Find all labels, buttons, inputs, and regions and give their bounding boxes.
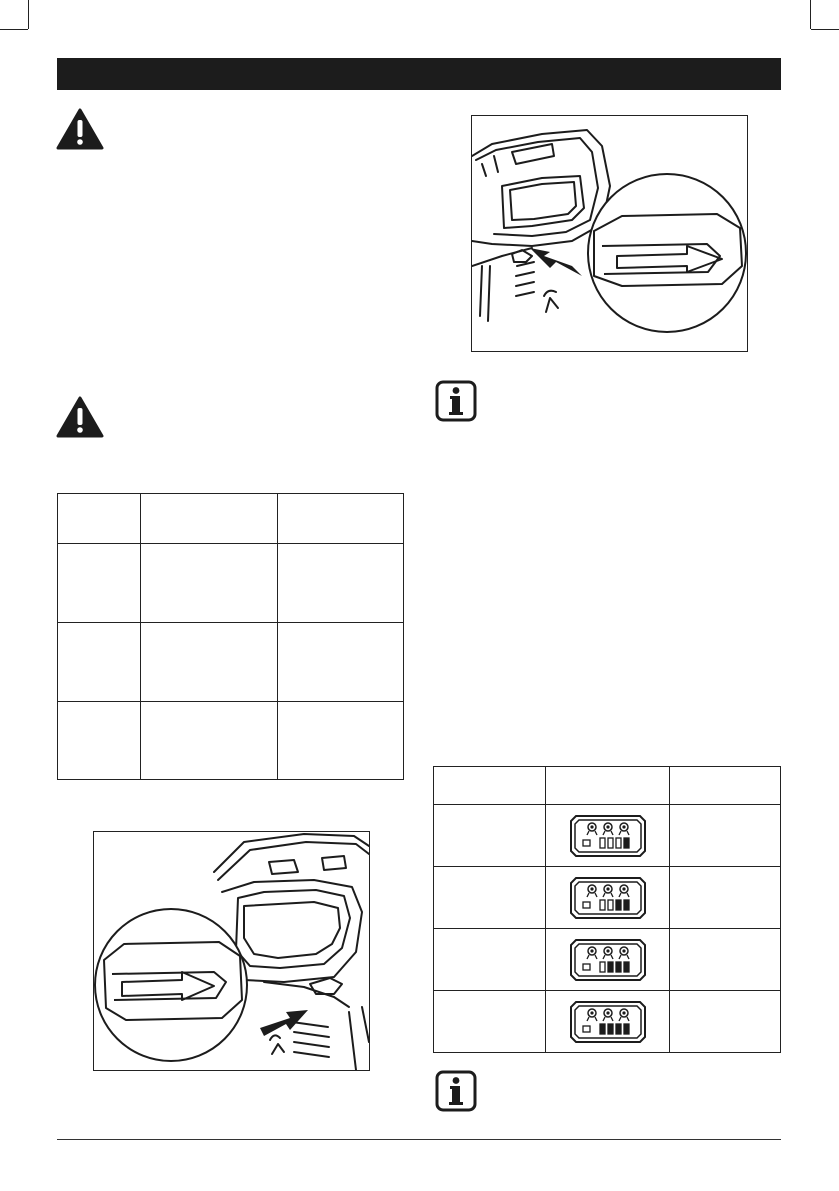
crop-mark-top-right-h [811, 29, 839, 30]
warning-triangle-icon [56, 108, 104, 150]
table-cell [141, 544, 278, 623]
table-cell [141, 702, 278, 780]
crop-mark-top-left-v [28, 0, 29, 29]
table-row [58, 544, 404, 623]
table-cell [58, 623, 141, 702]
charge-bar-unlit [600, 838, 605, 848]
drill-switch-figure-top [471, 115, 748, 352]
charge-bar-lit [624, 1024, 629, 1034]
table-cell [58, 494, 141, 544]
specification-table [57, 493, 404, 780]
table-cell [546, 805, 670, 867]
crop-mark-top-left-h [0, 29, 28, 30]
table-cell [141, 623, 278, 702]
table-cell [278, 544, 404, 623]
table-cell [278, 623, 404, 702]
table-cell [670, 805, 781, 867]
battery-level-table [433, 766, 781, 1053]
table-row [434, 767, 781, 805]
table-cell [434, 991, 546, 1053]
drill-switch-figure-bottom [93, 831, 370, 1071]
table-cell [670, 767, 781, 805]
charge-bar-unlit [600, 962, 605, 972]
table-row [58, 702, 404, 780]
drill-illustration [472, 116, 747, 351]
table-cell [141, 494, 278, 544]
table-row [58, 623, 404, 702]
table-cell [670, 929, 781, 991]
info-icon [435, 1070, 477, 1112]
table-cell [434, 805, 546, 867]
indicator-button [583, 840, 590, 846]
table-cell [546, 867, 670, 929]
charge-bar-lit [608, 962, 613, 972]
table-row [434, 805, 781, 867]
table-cell [546, 767, 670, 805]
charge-bar-lit [616, 900, 621, 910]
table-cell [434, 867, 546, 929]
table-cell [278, 494, 404, 544]
table-cell [58, 702, 141, 780]
footer-rule [57, 1139, 781, 1140]
warning-triangle-icon [56, 396, 104, 438]
charge-bar-lit [624, 962, 629, 972]
info-icon [435, 380, 477, 422]
table-cell [434, 929, 546, 991]
battery-indicator-icon [568, 875, 648, 921]
battery-indicator-icon [568, 999, 648, 1045]
indicator-button [583, 902, 590, 908]
charge-bar-unlit [616, 838, 621, 848]
charge-bar-lit [616, 962, 621, 972]
table-cell [546, 991, 670, 1053]
drill-illustration [94, 832, 369, 1070]
charge-bar-lit [608, 1024, 613, 1034]
indicator-button [583, 1026, 590, 1032]
charge-bar-unlit [600, 900, 605, 910]
table-cell [58, 544, 141, 623]
table-cell [670, 991, 781, 1053]
table-cell [670, 867, 781, 929]
section-header-bar [57, 58, 781, 90]
table-cell [278, 702, 404, 780]
table-cell [546, 929, 670, 991]
table-row [434, 867, 781, 929]
battery-indicator-icon [568, 937, 648, 983]
crop-mark-top-right-v [810, 0, 811, 29]
charge-bar-lit [616, 1024, 621, 1034]
charge-bar-lit [600, 1024, 605, 1034]
table-row [434, 991, 781, 1053]
table-row [58, 494, 404, 544]
charge-bar-unlit [608, 900, 613, 910]
table-cell [434, 767, 546, 805]
battery-indicator-icon [568, 813, 648, 859]
charge-bar-lit [624, 838, 629, 848]
charge-bar-lit [624, 900, 629, 910]
charge-bar-unlit [608, 838, 613, 848]
table-row [434, 929, 781, 991]
indicator-button [583, 964, 590, 970]
